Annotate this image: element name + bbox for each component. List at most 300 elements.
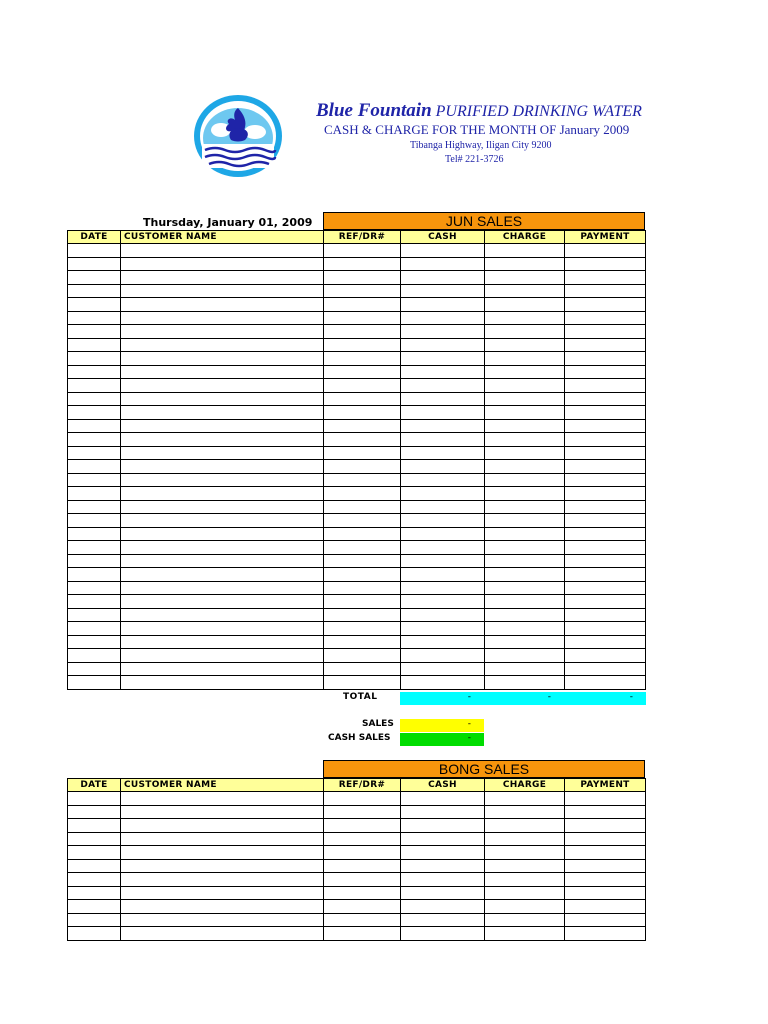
cell-charge[interactable] <box>485 595 565 609</box>
cell-ref[interactable] <box>324 406 401 420</box>
cell-payment[interactable] <box>565 595 646 609</box>
cell-ref[interactable] <box>324 527 401 541</box>
cell-cash[interactable] <box>401 271 485 285</box>
cell-cash[interactable] <box>401 257 485 271</box>
cell-ref[interactable] <box>324 473 401 487</box>
cell-payment[interactable] <box>565 819 646 833</box>
cell-charge[interactable] <box>485 886 565 900</box>
cell-cash[interactable] <box>401 338 485 352</box>
cell-charge[interactable] <box>485 419 565 433</box>
cell-customer[interactable] <box>121 541 324 555</box>
bong-table-body <box>68 792 646 941</box>
cell-payment[interactable] <box>565 900 646 914</box>
cell-payment[interactable] <box>565 873 646 887</box>
cell-cash[interactable] <box>401 662 485 676</box>
cell-payment[interactable] <box>565 581 646 595</box>
cell-customer[interactable] <box>121 873 324 887</box>
cell-payment[interactable] <box>565 244 646 258</box>
cell-customer[interactable] <box>121 792 324 806</box>
cell-cash[interactable] <box>401 792 485 806</box>
cell-payment[interactable] <box>565 805 646 819</box>
cell-payment[interactable] <box>565 325 646 339</box>
cell-date[interactable] <box>68 927 121 941</box>
cell-date[interactable] <box>68 805 121 819</box>
cell-date[interactable] <box>68 900 121 914</box>
cell-cash[interactable] <box>401 595 485 609</box>
table-row <box>68 419 646 433</box>
cell-payment[interactable] <box>565 406 646 420</box>
cell-ref[interactable] <box>324 271 401 285</box>
cell-payment[interactable] <box>565 446 646 460</box>
cell-ref[interactable] <box>324 608 401 622</box>
cell-customer[interactable] <box>121 379 324 393</box>
cell-ref[interactable] <box>324 338 401 352</box>
col-payment-header: PAYMENT <box>565 779 646 792</box>
cell-ref[interactable] <box>324 846 401 860</box>
cell-date[interactable] <box>68 284 121 298</box>
cell-ref[interactable] <box>324 900 401 914</box>
cell-date[interactable] <box>68 913 121 927</box>
cell-customer[interactable] <box>121 662 324 676</box>
cell-charge[interactable] <box>485 379 565 393</box>
cell-ref[interactable] <box>324 676 401 690</box>
cell-date[interactable] <box>68 832 121 846</box>
cell-cash[interactable] <box>401 244 485 258</box>
cell-date[interactable] <box>68 649 121 663</box>
cell-cash[interactable] <box>401 819 485 833</box>
cell-charge[interactable] <box>485 311 565 325</box>
cell-customer[interactable] <box>121 913 324 927</box>
cell-date[interactable] <box>68 500 121 514</box>
report-subtitle: CASH & CHARGE FOR THE MONTH OF January 2009 <box>324 122 630 137</box>
cell-date[interactable] <box>68 541 121 555</box>
cell-charge[interactable] <box>485 271 565 285</box>
cell-ref[interactable] <box>324 662 401 676</box>
cell-payment[interactable] <box>565 365 646 379</box>
cell-payment[interactable] <box>565 392 646 406</box>
cell-charge[interactable] <box>485 541 565 555</box>
cell-cash[interactable] <box>401 419 485 433</box>
cell-cash[interactable] <box>401 886 485 900</box>
cell-customer[interactable] <box>121 271 324 285</box>
cell-charge[interactable] <box>485 913 565 927</box>
cell-ref[interactable] <box>324 244 401 258</box>
cell-cash[interactable] <box>401 311 485 325</box>
cell-ref[interactable] <box>324 859 401 873</box>
cell-ref[interactable] <box>324 792 401 806</box>
cell-payment[interactable] <box>565 298 646 312</box>
cell-customer[interactable] <box>121 886 324 900</box>
cell-customer[interactable] <box>121 311 324 325</box>
col-ref-header: REF/DR# <box>324 231 401 244</box>
cell-ref[interactable] <box>324 819 401 833</box>
cell-charge[interactable] <box>485 365 565 379</box>
cell-payment[interactable] <box>565 271 646 285</box>
cell-customer[interactable] <box>121 622 324 636</box>
cell-charge[interactable] <box>485 298 565 312</box>
cell-cash[interactable] <box>401 298 485 312</box>
cell-cash[interactable] <box>401 832 485 846</box>
cell-charge[interactable] <box>485 500 565 514</box>
cell-charge[interactable] <box>485 846 565 860</box>
cell-ref[interactable] <box>324 581 401 595</box>
cell-date[interactable] <box>68 487 121 501</box>
cell-charge[interactable] <box>485 514 565 528</box>
cell-charge[interactable] <box>485 460 565 474</box>
cell-cash[interactable] <box>401 473 485 487</box>
cell-charge[interactable] <box>485 338 565 352</box>
cell-cash[interactable] <box>401 379 485 393</box>
cell-ref[interactable] <box>324 622 401 636</box>
cell-customer[interactable] <box>121 832 324 846</box>
cell-ref[interactable] <box>324 927 401 941</box>
cell-cash[interactable] <box>401 352 485 366</box>
cell-date[interactable] <box>68 298 121 312</box>
col-payment-header: PAYMENT <box>565 231 646 244</box>
cash-sales-value: - <box>400 733 484 746</box>
cell-charge[interactable] <box>485 819 565 833</box>
cell-customer[interactable] <box>121 554 324 568</box>
cell-ref[interactable] <box>324 392 401 406</box>
cell-payment[interactable] <box>565 859 646 873</box>
cell-charge[interactable] <box>485 257 565 271</box>
bong-sales-table <box>67 778 646 941</box>
cell-cash[interactable] <box>401 487 485 501</box>
cell-cash[interactable] <box>401 900 485 914</box>
cell-date[interactable] <box>68 635 121 649</box>
cell-customer[interactable] <box>121 581 324 595</box>
table-row <box>68 873 646 887</box>
cell-payment[interactable] <box>565 676 646 690</box>
cell-ref[interactable] <box>324 487 401 501</box>
table-row <box>68 649 646 663</box>
table-row <box>68 832 646 846</box>
cell-payment[interactable] <box>565 846 646 860</box>
jun-sales-table <box>67 230 646 690</box>
cell-cash[interactable] <box>401 873 485 887</box>
cell-date[interactable] <box>68 662 121 676</box>
cell-cash[interactable] <box>401 805 485 819</box>
cell-cash[interactable] <box>401 433 485 447</box>
cell-customer[interactable] <box>121 595 324 609</box>
cell-date[interactable] <box>68 886 121 900</box>
cell-customer[interactable] <box>121 805 324 819</box>
cell-cash[interactable] <box>401 527 485 541</box>
cell-customer[interactable] <box>121 473 324 487</box>
cell-payment[interactable] <box>565 473 646 487</box>
bong-sales-title: BONG SALES <box>323 760 645 778</box>
cell-ref[interactable] <box>324 649 401 663</box>
cell-customer[interactable] <box>121 900 324 914</box>
cell-cash[interactable] <box>401 500 485 514</box>
cell-date[interactable] <box>68 554 121 568</box>
cell-date[interactable] <box>68 244 121 258</box>
cell-date[interactable] <box>68 676 121 690</box>
col-ref-header: REF/DR# <box>324 779 401 792</box>
cell-ref[interactable] <box>324 832 401 846</box>
cell-ref[interactable] <box>324 352 401 366</box>
cell-charge[interactable] <box>485 635 565 649</box>
cell-cash[interactable] <box>401 514 485 528</box>
cell-customer[interactable] <box>121 244 324 258</box>
cell-customer[interactable] <box>121 284 324 298</box>
cell-customer[interactable] <box>121 352 324 366</box>
cell-date[interactable] <box>68 257 121 271</box>
cell-date[interactable] <box>68 514 121 528</box>
cell-ref[interactable] <box>324 460 401 474</box>
cell-payment[interactable] <box>565 554 646 568</box>
cell-customer[interactable] <box>121 819 324 833</box>
cell-charge[interactable] <box>485 284 565 298</box>
cell-cash[interactable] <box>401 913 485 927</box>
cell-ref[interactable] <box>324 500 401 514</box>
cell-charge[interactable] <box>485 859 565 873</box>
cell-charge[interactable] <box>485 832 565 846</box>
cell-charge[interactable] <box>485 649 565 663</box>
cell-date[interactable] <box>68 473 121 487</box>
cell-date[interactable] <box>68 581 121 595</box>
cell-customer[interactable] <box>121 500 324 514</box>
table-row <box>68 473 646 487</box>
cell-payment[interactable] <box>565 886 646 900</box>
cell-customer[interactable] <box>121 487 324 501</box>
cell-payment[interactable] <box>565 649 646 663</box>
cell-ref[interactable] <box>324 311 401 325</box>
cell-customer[interactable] <box>121 568 324 582</box>
cell-payment[interactable] <box>565 527 646 541</box>
cell-cash[interactable] <box>401 608 485 622</box>
bong-header-row <box>68 779 646 792</box>
cell-cash[interactable] <box>401 392 485 406</box>
cell-customer[interactable] <box>121 608 324 622</box>
cell-payment[interactable] <box>565 352 646 366</box>
cell-charge[interactable] <box>485 927 565 941</box>
cell-charge[interactable] <box>485 568 565 582</box>
cell-date[interactable] <box>68 595 121 609</box>
cell-customer[interactable] <box>121 446 324 460</box>
cell-date[interactable] <box>68 819 121 833</box>
cell-cash[interactable] <box>401 649 485 663</box>
cell-date[interactable] <box>68 859 121 873</box>
cell-charge[interactable] <box>485 325 565 339</box>
cell-cash[interactable] <box>401 446 485 460</box>
cell-ref[interactable] <box>324 595 401 609</box>
cell-charge[interactable] <box>485 392 565 406</box>
col-charge-header: CHARGE <box>485 779 565 792</box>
cell-payment[interactable] <box>565 514 646 528</box>
table-row <box>68 433 646 447</box>
cell-ref[interactable] <box>324 446 401 460</box>
cell-customer[interactable] <box>121 365 324 379</box>
cell-customer[interactable] <box>121 460 324 474</box>
cell-customer[interactable] <box>121 846 324 860</box>
cell-payment[interactable] <box>565 433 646 447</box>
table-row <box>68 446 646 460</box>
cell-customer[interactable] <box>121 338 324 352</box>
cell-date[interactable] <box>68 379 121 393</box>
cell-charge[interactable] <box>485 527 565 541</box>
cell-date[interactable] <box>68 608 121 622</box>
cell-customer[interactable] <box>121 676 324 690</box>
cell-date[interactable] <box>68 433 121 447</box>
cell-customer[interactable] <box>121 406 324 420</box>
cell-ref[interactable] <box>324 873 401 887</box>
cell-date[interactable] <box>68 352 121 366</box>
cell-customer[interactable] <box>121 649 324 663</box>
cell-date[interactable] <box>68 446 121 460</box>
cell-charge[interactable] <box>485 900 565 914</box>
cell-date[interactable] <box>68 271 121 285</box>
cell-ref[interactable] <box>324 805 401 819</box>
cell-ref[interactable] <box>324 568 401 582</box>
cell-payment[interactable] <box>565 500 646 514</box>
cell-charge[interactable] <box>485 581 565 595</box>
cell-charge[interactable] <box>485 873 565 887</box>
cell-customer[interactable] <box>121 859 324 873</box>
cell-date[interactable] <box>68 568 121 582</box>
cell-payment[interactable] <box>565 338 646 352</box>
cell-cash[interactable] <box>401 460 485 474</box>
cell-payment[interactable] <box>565 635 646 649</box>
cell-cash[interactable] <box>401 365 485 379</box>
cell-date[interactable] <box>68 325 121 339</box>
cell-charge[interactable] <box>485 487 565 501</box>
cell-ref[interactable] <box>324 257 401 271</box>
cell-customer[interactable] <box>121 527 324 541</box>
cell-payment[interactable] <box>565 257 646 271</box>
cell-charge[interactable] <box>485 792 565 806</box>
cell-payment[interactable] <box>565 284 646 298</box>
col-cash-header: CASH <box>401 231 485 244</box>
table-row <box>68 886 646 900</box>
col-customer-header: CUSTOMER NAME <box>121 779 324 792</box>
cell-cash[interactable] <box>401 859 485 873</box>
cell-date[interactable] <box>68 622 121 636</box>
cell-ref[interactable] <box>324 886 401 900</box>
cell-customer[interactable] <box>121 325 324 339</box>
cell-charge[interactable] <box>485 406 565 420</box>
cell-payment[interactable] <box>565 379 646 393</box>
table-row <box>68 284 646 298</box>
cell-ref[interactable] <box>324 419 401 433</box>
table-row <box>68 244 646 258</box>
cell-charge[interactable] <box>485 662 565 676</box>
cell-payment[interactable] <box>565 311 646 325</box>
cell-ref[interactable] <box>324 514 401 528</box>
cell-charge[interactable] <box>485 446 565 460</box>
cell-ref[interactable] <box>324 325 401 339</box>
cell-ref[interactable] <box>324 433 401 447</box>
cell-customer[interactable] <box>121 419 324 433</box>
table-row <box>68 927 646 941</box>
cell-date[interactable] <box>68 460 121 474</box>
cell-cash[interactable] <box>401 635 485 649</box>
company-tagline: PURIFIED DRINKING WATER <box>435 103 642 120</box>
cell-date[interactable] <box>68 311 121 325</box>
col-date-header: DATE <box>68 231 121 244</box>
cell-customer[interactable] <box>121 635 324 649</box>
cell-cash[interactable] <box>401 581 485 595</box>
cell-charge[interactable] <box>485 676 565 690</box>
cell-date[interactable] <box>68 792 121 806</box>
cell-customer[interactable] <box>121 927 324 941</box>
cell-payment[interactable] <box>565 460 646 474</box>
fountain-logo-icon <box>193 94 283 178</box>
report-date: Thursday, January 01, 2009 <box>143 216 313 229</box>
cell-customer[interactable] <box>121 392 324 406</box>
cell-charge[interactable] <box>485 608 565 622</box>
cell-date[interactable] <box>68 365 121 379</box>
company-name: Blue Fountain <box>316 100 432 121</box>
cell-cash[interactable] <box>401 554 485 568</box>
cell-ref[interactable] <box>324 635 401 649</box>
cell-customer[interactable] <box>121 514 324 528</box>
cell-payment[interactable] <box>565 662 646 676</box>
cell-charge[interactable] <box>485 433 565 447</box>
cell-date[interactable] <box>68 419 121 433</box>
table-row <box>68 271 646 285</box>
cell-payment[interactable] <box>565 792 646 806</box>
cell-date[interactable] <box>68 846 121 860</box>
cell-payment[interactable] <box>565 608 646 622</box>
cell-payment[interactable] <box>565 541 646 555</box>
cell-ref[interactable] <box>324 554 401 568</box>
cell-cash[interactable] <box>401 568 485 582</box>
cell-cash[interactable] <box>401 325 485 339</box>
cell-date[interactable] <box>68 873 121 887</box>
sales-value: - <box>400 719 484 732</box>
cell-payment[interactable] <box>565 487 646 501</box>
cell-cash[interactable] <box>401 846 485 860</box>
table-row <box>68 846 646 860</box>
cell-charge[interactable] <box>485 622 565 636</box>
cell-ref[interactable] <box>324 284 401 298</box>
cell-date[interactable] <box>68 406 121 420</box>
cell-cash[interactable] <box>401 927 485 941</box>
cell-payment[interactable] <box>565 419 646 433</box>
cell-customer[interactable] <box>121 257 324 271</box>
cell-ref[interactable] <box>324 913 401 927</box>
cell-cash[interactable] <box>401 541 485 555</box>
cell-charge[interactable] <box>485 554 565 568</box>
cell-charge[interactable] <box>485 244 565 258</box>
cell-payment[interactable] <box>565 832 646 846</box>
cell-ref[interactable] <box>324 379 401 393</box>
cell-ref[interactable] <box>324 298 401 312</box>
cell-payment[interactable] <box>565 622 646 636</box>
cell-ref[interactable] <box>324 541 401 555</box>
cell-date[interactable] <box>68 527 121 541</box>
cell-customer[interactable] <box>121 433 324 447</box>
cell-cash[interactable] <box>401 406 485 420</box>
table-row <box>68 365 646 379</box>
cell-charge[interactable] <box>485 805 565 819</box>
cell-payment[interactable] <box>565 927 646 941</box>
table-row <box>68 406 646 420</box>
cell-payment[interactable] <box>565 913 646 927</box>
cell-charge[interactable] <box>485 352 565 366</box>
cell-ref[interactable] <box>324 365 401 379</box>
table-row <box>68 595 646 609</box>
cell-cash[interactable] <box>401 622 485 636</box>
cell-customer[interactable] <box>121 298 324 312</box>
cell-date[interactable] <box>68 338 121 352</box>
cell-date[interactable] <box>68 392 121 406</box>
cell-charge[interactable] <box>485 473 565 487</box>
cell-cash[interactable] <box>401 676 485 690</box>
cell-payment[interactable] <box>565 568 646 582</box>
cell-cash[interactable] <box>401 284 485 298</box>
